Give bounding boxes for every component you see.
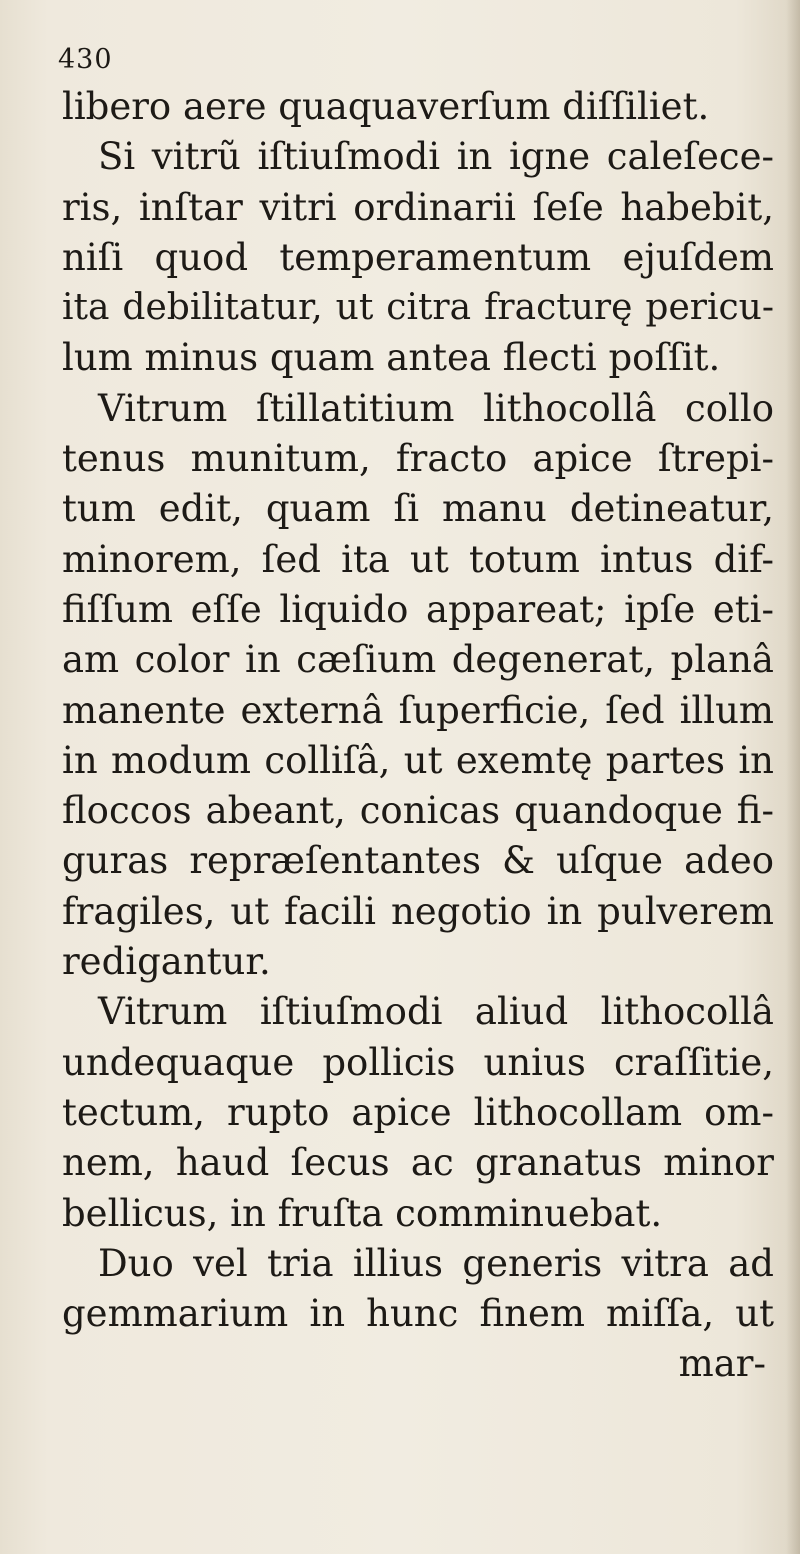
text-line: floccos abeant, conicas quandoque fi-: [62, 789, 774, 833]
text-line: guras repræſentantes & uſque adeo: [62, 839, 774, 883]
text-line: in modum colliſâ, ut exemtę partes in: [62, 738, 774, 782]
catchword: mar-: [678, 1342, 766, 1386]
text-line: redigantur.: [62, 940, 271, 984]
text-line: am color in cæſium degenerat, planâ: [62, 638, 774, 682]
text-line: fiſſum eſſe liquido appareat; ipſe eti-: [62, 587, 774, 631]
text-line: niſi quod temperamentum ejuſdem: [62, 235, 774, 279]
text-line: minorem, ſed ita ut totum intus dif-: [62, 537, 774, 581]
text-line: nem, haud ſecus ac granatus minor: [62, 1141, 774, 1185]
body-text: [62, 82, 774, 1390]
text-line: Vitrum ſtillatitium lithocollâ collo: [98, 386, 774, 430]
text-line: Vitrum iſtiuſmodi aliud lithocollâ: [98, 990, 774, 1034]
text-line: ita debilitatur, ut citra fracturę pericu-: [62, 287, 774, 329]
text-line: tum edit, quam ſi manu detineatur,: [62, 487, 774, 531]
text-line: manente externâ ſuperficie, ſed illum: [62, 688, 774, 732]
text-line: ris, inſtar vitri ordinarii ſeſe habebit,: [62, 185, 774, 229]
text-line: Duo vel tria illius generis vitra ad: [98, 1241, 774, 1285]
text-line: undequaque pollicis unius craſſitie,: [62, 1040, 774, 1084]
page-number: 430: [58, 44, 113, 75]
text-line: Si vitrũ iſtiuſmodi in igne caleſece-: [98, 135, 774, 179]
text-line: gemmarium in hunc finem miſſa, ut: [62, 1292, 774, 1336]
text-line: tectum, rupto apice lithocollam om-: [62, 1090, 774, 1134]
text-line: libero aere quaquaverſum diſſiliet.: [62, 85, 710, 128]
text-line: tenus munitum, fracto apice ſtrepi-: [62, 437, 774, 481]
text-line: fragiles, ut facili negotio in pulverem: [62, 889, 774, 933]
text-line: lum minus quam antea flecti poſſit.: [62, 336, 721, 380]
page-edge-shadow: [786, 0, 800, 1554]
text-line: bellicus, in fruſta comminuebat.: [62, 1191, 663, 1235]
